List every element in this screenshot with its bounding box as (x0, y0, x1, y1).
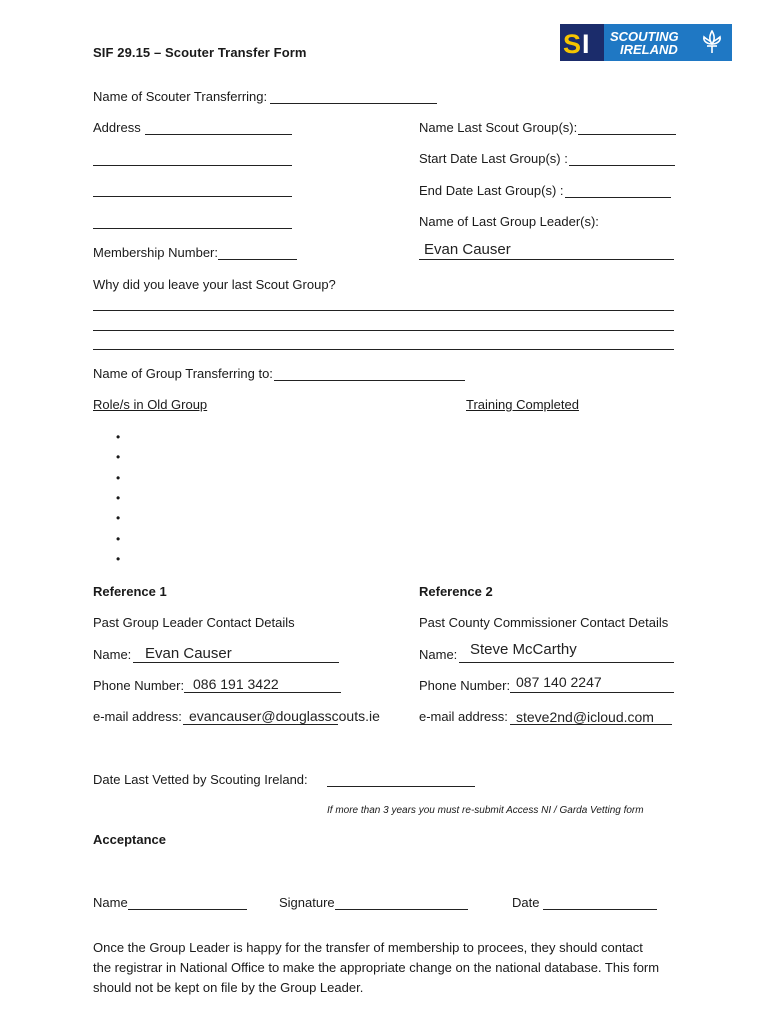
reference2-heading: Reference 2 (419, 584, 493, 599)
reference2-name-label: Name: (419, 647, 458, 662)
reference2-phone-value: 087 140 2247 (516, 674, 602, 690)
acceptance-date-field[interactable] (543, 909, 657, 910)
scouter-name-label: Name of Scouter Transferring: (93, 89, 268, 104)
role-bullet: • (116, 491, 121, 505)
reference1-subtitle: Past Group Leader Contact Details (93, 615, 295, 630)
address-field-line2[interactable] (93, 165, 292, 166)
reference2-phone-label: Phone Number: (419, 678, 511, 693)
acceptance-signature-field[interactable] (335, 909, 468, 910)
last-group-label: Name Last Scout Group(s): (419, 120, 578, 135)
reference1-email-label: e-mail address: (93, 709, 182, 724)
group-to-label: Name of Group Transferring to: (93, 366, 273, 381)
vetting-label: Date Last Vetted by Scouting Ireland: (93, 772, 308, 787)
start-date-field[interactable] (569, 165, 675, 166)
why-left-field-line3[interactable] (93, 349, 674, 350)
acceptance-heading: Acceptance (93, 832, 166, 847)
role-bullet: • (116, 552, 121, 566)
address-field-line1[interactable] (145, 134, 292, 135)
reference2-email-label: e-mail address: (419, 709, 508, 724)
why-left-field-line1[interactable] (93, 310, 674, 311)
address-field-line4[interactable] (93, 228, 292, 229)
acceptance-date-label: Date (512, 895, 540, 910)
logo-text-line2: IRELAND (620, 41, 678, 57)
why-left-field-line2[interactable] (93, 330, 674, 331)
scouter-name-field[interactable] (270, 103, 437, 104)
svg-text:I: I (582, 29, 590, 59)
reference2-email-field[interactable] (510, 724, 672, 725)
start-date-label: Start Date Last Group(s) : (419, 151, 568, 166)
reference1-name-value: Evan Causer (145, 645, 232, 662)
reference1-email-field[interactable] (183, 724, 338, 725)
address-label: Address (93, 120, 141, 135)
reference2-email-value: steve2nd@icloud.com (516, 709, 654, 725)
last-group-field[interactable] (578, 134, 676, 135)
reference1-name-field[interactable] (133, 662, 339, 663)
role-bullet: • (116, 532, 121, 546)
role-bullet: • (116, 471, 121, 485)
reference2-name-field[interactable] (459, 662, 674, 663)
training-heading: Training Completed (466, 397, 579, 412)
membership-label: Membership Number: (93, 245, 218, 260)
role-bullet: • (116, 430, 121, 444)
vetting-date-field[interactable] (327, 786, 475, 787)
roles-heading: Role/s in Old Group (93, 397, 208, 412)
reference1-heading: Reference 1 (93, 584, 167, 599)
reference2-subtitle: Past County Commissioner Contact Details (419, 615, 669, 630)
reference1-name-label: Name: (93, 647, 132, 662)
end-date-field[interactable] (565, 197, 671, 198)
si-logo-mark-icon (560, 24, 604, 61)
acceptance-name-field[interactable] (128, 909, 247, 910)
role-bullet: • (116, 450, 121, 464)
acceptance-name-label: Name (93, 895, 128, 910)
form-title: SIF 29.15 – Scouter Transfer Form (93, 45, 307, 60)
reference2-name-value: Steve McCarthy (470, 641, 577, 658)
footer-instructions: Once the Group Leader is happy for the transfer of membership to procees, they should contact the registrar in National Office to make the appropriate change on the national database. This form should not be kept on file by the Group Leader. (93, 940, 660, 995)
membership-field[interactable] (218, 259, 297, 260)
leader-name-field[interactable] (419, 259, 674, 260)
vetting-note: If more than 3 years you must re-submit Access NI / Garda Vetting form (327, 805, 644, 816)
reference2-phone-field[interactable] (510, 692, 674, 693)
leader-name-label: Name of Last Group Leader(s): (419, 214, 599, 229)
reference1-phone-label: Phone Number: (93, 678, 185, 693)
why-left-label: Why did you leave your last Scout Group? (93, 277, 336, 292)
role-bullet: • (116, 511, 121, 525)
acceptance-signature-label: Signature (279, 895, 335, 910)
svg-text:S: S (563, 29, 582, 59)
reference1-phone-value: 086 191 3422 (193, 676, 279, 692)
reference1-email-value: evancauser@douglasscouts.ie (189, 708, 380, 724)
scouting-ireland-logo (560, 24, 732, 61)
leader-name-value: Evan Causer (424, 241, 511, 258)
fleur-de-lis-icon (700, 30, 724, 54)
end-date-label: End Date Last Group(s) : (419, 183, 564, 198)
reference1-phone-field[interactable] (184, 692, 341, 693)
group-to-field[interactable] (274, 380, 465, 381)
address-field-line3[interactable] (93, 196, 292, 197)
logo-text-line1: SCOUTING (610, 28, 679, 44)
